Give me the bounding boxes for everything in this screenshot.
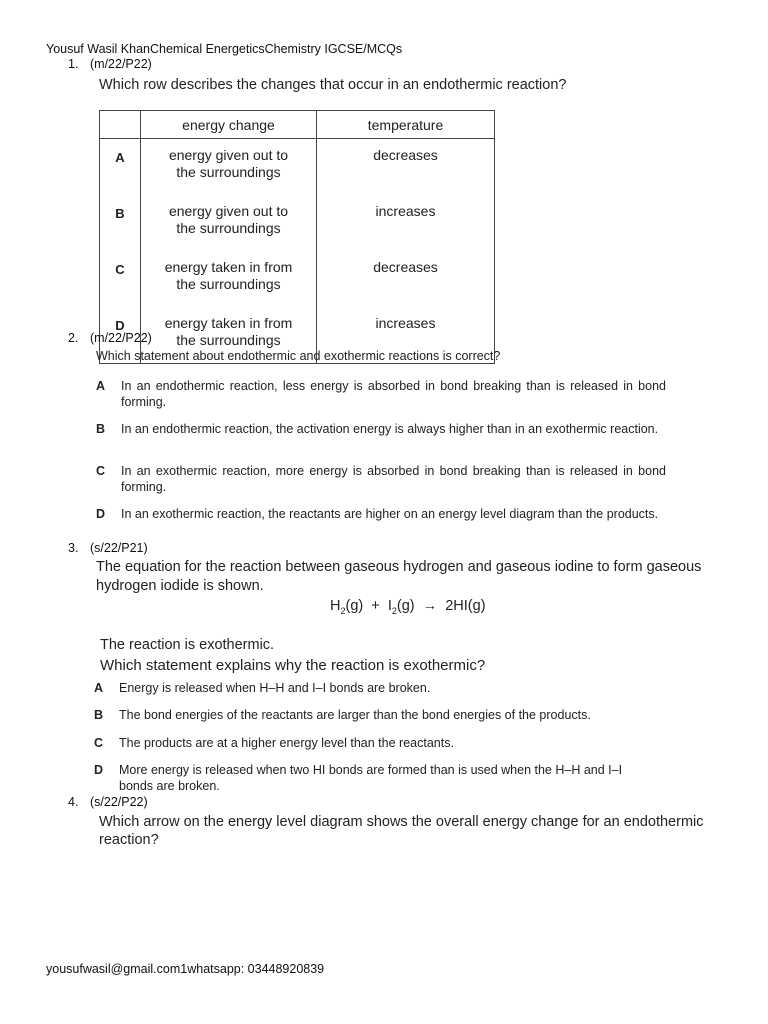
q1-row-temperature: decreases: [317, 251, 495, 307]
q3-equation: [330, 598, 486, 616]
page-header: Yousuf Wasil KhanChemical EnergeticsChemistry IGCSE/MCQs: [46, 42, 403, 56]
q1-header-energy: energy change: [141, 111, 317, 139]
q2-stem: Which statement about endothermic and exothermic reactions is correct?: [96, 349, 501, 363]
eq-product: 2HI(g): [445, 598, 486, 614]
q1-row-temperature: increases: [317, 195, 495, 251]
q1-table: [99, 110, 495, 364]
eq-i2-state: (g): [396, 598, 415, 614]
q1-row-energy-line2: the surroundings: [176, 276, 281, 292]
q1-table-corner: [100, 111, 141, 139]
q3-code: (s/22/P21): [90, 541, 148, 555]
q1-row-letter: A: [100, 139, 141, 196]
q3-stem-line2: hydrogen iodide is shown.: [96, 578, 264, 594]
q1-header-temperature: temperature: [317, 111, 495, 139]
q2-number: 2.: [68, 331, 79, 345]
q1-table-row: [100, 139, 495, 196]
q1-code: (m/22/P22): [90, 57, 152, 71]
eq-arrow: →: [422, 598, 438, 614]
q1-row-energy-line1: energy given out to: [168, 203, 289, 219]
q1-row-letter: D: [100, 307, 141, 364]
option-text: The bond energies of the reactants are larger than the bond energies of the products.: [119, 708, 591, 722]
q1-table-row: [100, 251, 495, 307]
option-text: In an exothermic reaction, the reactants are higher on an energy level diagram than the products.: [121, 507, 659, 521]
option-text: In an exothermic reaction, more energy is absorbed in bond breaking than is released in bond forming.: [121, 464, 666, 494]
q1-stem: Which row describes the changes that occur in an endothermic reaction?: [99, 77, 567, 93]
option-letter: C: [94, 736, 104, 750]
option-text: In an endothermic reaction, less energy is absorbed in bond breaking than is released in bond forming.: [121, 379, 666, 409]
q4-code: (s/22/P22): [90, 795, 148, 809]
q1-number: 1.: [68, 57, 79, 71]
option-letter: A: [96, 379, 106, 393]
q2-code: (m/22/P22): [90, 331, 152, 345]
q3-stem2: Which statement explains why the reaction is exothermic?: [100, 657, 486, 674]
eq-h2: H: [330, 598, 341, 614]
option-letter: B: [96, 422, 106, 436]
q1-row-energy: [141, 139, 317, 196]
option-text: The products are at a higher energy level than the reactants.: [119, 736, 454, 750]
q1-row-energy-line2: the surroundings: [176, 220, 281, 236]
q4-stem-line2: reaction?: [99, 832, 159, 848]
q1-row-temperature: increases: [317, 307, 495, 364]
option-letter: B: [94, 708, 104, 722]
q1-row-energy-line1: energy taken in from: [164, 259, 293, 275]
q1-row-energy: [141, 195, 317, 251]
eq-i2-sub: 2: [391, 605, 397, 616]
eq-h2-state: (g): [345, 598, 364, 614]
q1-row-letter: C: [100, 251, 141, 307]
q4-stem-line1: Which arrow on the energy level diagram shows the overall energy change for an endothermic: [99, 814, 704, 830]
q1-row-temperature: decreases: [317, 139, 495, 196]
page-footer: yousufwasil@gmail.com1whatsapp: 03448920839: [46, 962, 325, 976]
eq-h2-sub: 2: [340, 605, 346, 616]
q1-row-energy-line2: the surroundings: [176, 332, 281, 348]
q1-row-energy-line2: the surroundings: [176, 164, 281, 180]
q4-number: 4.: [68, 795, 79, 809]
option-letter: C: [96, 464, 106, 478]
option-text: In an endothermic reaction, the activation energy is always higher than in an exothermic reaction.: [121, 422, 659, 436]
option-text: [119, 762, 679, 794]
q3-number: 3.: [68, 541, 79, 555]
q1-row-energy: [141, 251, 317, 307]
q1-row-energy-line1: energy taken in from: [164, 315, 293, 331]
q1-table-header-row: [100, 111, 495, 139]
q1-row-energy-line1: energy given out to: [168, 147, 289, 163]
option-text-line1: More energy is released when two HI bonds are formed than is used when the H–H and I–I: [119, 763, 623, 777]
q3-stem-line1: The equation for the reaction between gaseous hydrogen and gaseous iodine to form gaseous: [96, 559, 702, 575]
q1-table-row: [100, 195, 495, 251]
eq-plus: +: [371, 598, 380, 614]
option-text-line2: bonds are broken.: [119, 779, 220, 793]
option-letter: A: [94, 681, 104, 695]
q3-note: The reaction is exothermic.: [100, 637, 275, 653]
q1-row-letter: B: [100, 195, 141, 251]
option-letter: D: [96, 507, 106, 521]
option-letter: D: [94, 763, 104, 777]
eq-i2: I: [387, 598, 392, 614]
option-text: Energy is released when H–H and I–I bonds are broken.: [119, 681, 431, 695]
